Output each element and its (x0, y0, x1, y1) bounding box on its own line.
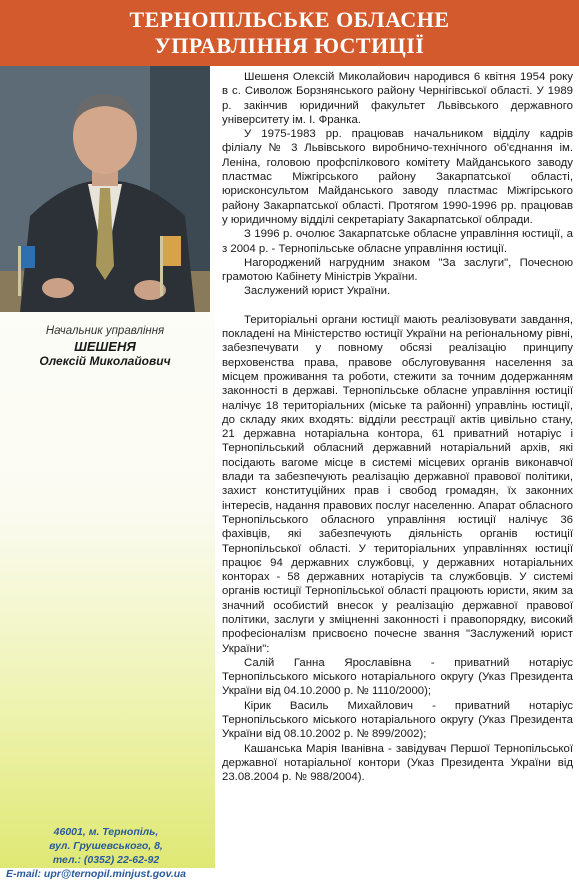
caption-surname: ШЕШЕНЯ (74, 339, 136, 354)
contact-email: E-mail: upr@ternopil.minjust.gov.ua (6, 868, 187, 880)
bio-paragraph: Шешеня Олексій Миколайович народився 6 квітня 1954 року в с. Сиволож Борзнянського району Чернігівської області. У 1989 р. закінчив юридичний факультет Львівського державного університету ім. І. Франка. (222, 71, 573, 126)
contact-address-line2: вул. Грушевського, 8, (49, 840, 163, 852)
award-paragraph: Салій Ганна Ярославівна - приватний нотаріус Тернопільського міського нотаріального округу (Указ Президента України від 04.10.2000 р. № 1110/2000); (222, 656, 573, 698)
sidebar (0, 66, 215, 880)
bio-paragraph: Нагороджений нагрудним знаком "За заслуги", Почесною грамотою Кабінету Міністрів України. (222, 256, 573, 284)
header-title-line2: УПРАВЛІННЯ ЮСТИЦІЇ (154, 33, 425, 58)
header-title-line1: ТЕРНОПІЛЬСЬКЕ ОБЛАСНЕ (129, 7, 450, 32)
caption-position: Начальник управління (45, 325, 165, 337)
contact-block (0, 825, 212, 881)
portrait-caption (0, 324, 210, 369)
bio-paragraph: З 1996 р. очолює Закарпатське обласне управління юстиції, а з 2004 р. - Тернопільське обласне управління юстиції. (222, 228, 573, 255)
body-paragraph: Територіальні органи юстиції мають реалізовувати завдання, покладені на Міністерство юстиції України на регіональному рівні, забезпечувати у повному обсязі реалізацію принципу верховенства права, правове обслуговування населення за місцем проживання та роботи, стежити за точним додержанням законності в державі. Тернопільське обласне управління юстиції налічує 18 територіальних (міське та районні) управлінь юстиції, до складу яких входять: відділи реєстрації актів цивільно стану, 21 державна нотаріальна контора, 61 приватний нотаріус і Тернопільський обласний державний нотаріальний архів, які посідають вагоме місце в системі місцевих органів виконавчої влади та забезпечують реалізацію державної правової політики, захист конституційних прав і свобод громадян, їх законних інтересів, надання правових послуг населенню. Апарат обласного Тернопільського обласного управління юстиції налічує 36 фахівців, які забезпечують діяльність органів юстиції Тернопільської області. У територіальних управліннях юстиції працює 94 державних службовці, у державних нотаріальних конторах - 58 державних нотаріусів та службовців. У системі органів юстиції Тернопільської області працюють юристи, яким за значний особистий внесок у реалізацію державної правової політики, заслуги у зміцненні законності і правопорядку, високий професіоналізм присвоєно почесне звання "Заслужений юрист України": (222, 313, 573, 655)
portrait-illustration (0, 66, 210, 312)
contact-phone: тел.: (0352) 22-62-92 (52, 854, 160, 866)
contact-address-line1: 46001, м. Тернопіль, (53, 826, 159, 838)
article-body (222, 70, 573, 785)
bio-paragraph: У 1975-1983 рр. працював начальником відділу кадрів філіалу № 3 Львівського виробничо-технічного об'єднання ім. Леніна, головою профспілкового комітету Майданського заводу пластмас Міжгірського району Закарпатської області, юрисконсультом Майданського заводу пластмас Міжгірського району Закарпатської області. Протягом 1990-1996 рр. працював у юридичному відділі секретаріату Закарпатської облради. (222, 128, 573, 226)
page-header (0, 0, 579, 66)
award-paragraph: Кашанська Марія Іванівна - завідувач Першої Тернопільської державної нотаріальної контори (Указ Президента України від 23.08.2004 р. № 988/2004). (222, 742, 573, 784)
caption-given-name: Олексій Миколайович (39, 354, 171, 368)
portrait-photo (0, 66, 210, 312)
bio-paragraph: Заслужений юрист України. (244, 285, 391, 298)
award-paragraph: Кірик Василь Михайлович - приватний нотаріус Тернопільського міського нотаріального округу (Указ Президента України від 08.10.2002 р. № 899/2002); (222, 699, 573, 741)
